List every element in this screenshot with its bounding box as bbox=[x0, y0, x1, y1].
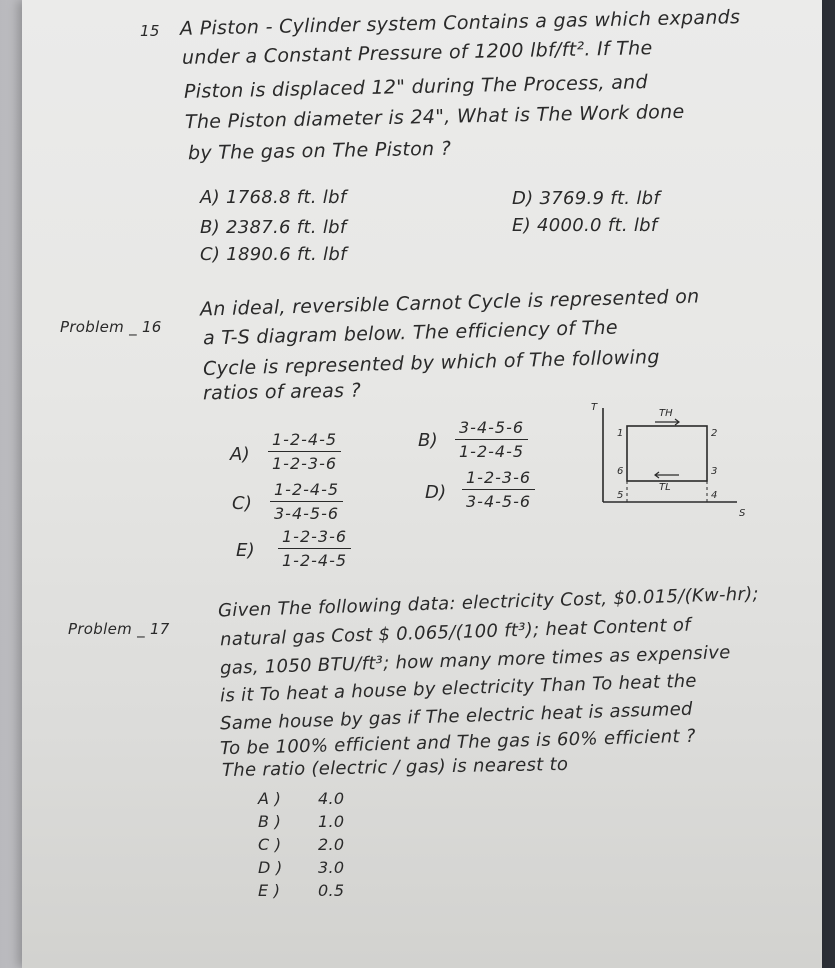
problem-17-option-a-letter: A ) bbox=[258, 789, 282, 808]
problem-16-option-b-letter: B) bbox=[418, 430, 438, 451]
problem-15-line-3: Piston is displaced 12" during The Process, and bbox=[183, 71, 649, 103]
axis-label-s: S bbox=[739, 508, 746, 519]
problem-17-line-1: Given The following data: electricity Cost, $0.015/(Kw-hr); bbox=[217, 583, 760, 622]
problem-17-line-3: gas, 1050 BTU/ft³; how many more times as expensive bbox=[219, 641, 731, 680]
problem-16-option-b-fraction bbox=[455, 418, 528, 461]
fraction-numerator: 1-2-4-5 bbox=[268, 430, 341, 452]
fraction-denominator: 1-2-3-6 bbox=[272, 454, 338, 473]
problem-15-option-b: B) 2387.6 ft. lbf bbox=[200, 217, 347, 238]
problem-17-line-5: Same house by gas if The electric heat is assumed bbox=[219, 698, 694, 735]
carnot-cycle-rectangle bbox=[627, 426, 707, 481]
label-tl: TL bbox=[659, 482, 671, 493]
problem-15-line-5: by The gas on The Piston ? bbox=[187, 137, 452, 165]
problem-16-line-2: a T-S diagram below. The efficiency of The bbox=[202, 316, 619, 350]
problem-16-line-3: Cycle is represented by which of The following bbox=[202, 346, 661, 380]
axis-label-t: T bbox=[591, 402, 598, 413]
point-4: 4 bbox=[711, 490, 718, 501]
problem-17-option-e-value: 0.5 bbox=[318, 881, 345, 900]
fraction-numerator: 1-2-3-6 bbox=[278, 527, 351, 549]
problem-17-option-b-letter: B ) bbox=[258, 812, 282, 831]
problem-17-label: Problem _ 17 bbox=[68, 620, 170, 638]
problem-15-line-4: The Piston diameter is 24", What is The Work done bbox=[184, 100, 685, 134]
problem-15-option-d: D) 3769.9 ft. lbf bbox=[512, 188, 661, 209]
problem-16-option-c-fraction bbox=[270, 480, 343, 523]
problem-17-line-4: is it To heat a house by electricity Than To heat the bbox=[219, 670, 698, 707]
problem-15-option-c: C) 1890.6 ft. lbf bbox=[200, 244, 347, 265]
point-6: 6 bbox=[617, 466, 624, 477]
problem-16-option-c-letter: C) bbox=[232, 493, 253, 514]
problem-16-line-1: An ideal, reversible Carnot Cycle is represented on bbox=[199, 285, 700, 321]
problem-17-option-c-value: 2.0 bbox=[318, 835, 345, 854]
fraction-denominator: 1-2-4-5 bbox=[282, 551, 348, 570]
problem-16-label: Problem _ 16 bbox=[60, 318, 162, 336]
problem-15-line-2: under a Constant Pressure of 1200 lbf/ft². If The bbox=[181, 37, 653, 69]
point-2: 2 bbox=[711, 428, 718, 439]
point-5: 5 bbox=[617, 490, 624, 501]
fraction-denominator: 1-2-4-5 bbox=[459, 442, 525, 461]
problem-17-option-c-letter: C ) bbox=[258, 835, 282, 854]
fraction-denominator: 3-4-5-6 bbox=[466, 492, 532, 511]
problem-15-line-1: A Piston - Cylinder system Contains a gas which expands bbox=[179, 6, 741, 40]
problem-16-line-4: ratios of areas ? bbox=[202, 379, 362, 405]
problem-16-option-d-letter: D) bbox=[425, 482, 447, 503]
fraction-numerator: 3-4-5-6 bbox=[455, 418, 528, 440]
fraction-denominator: 3-4-5-6 bbox=[274, 504, 340, 523]
problem-17-option-a-value: 4.0 bbox=[318, 789, 345, 808]
t-s-diagram bbox=[587, 402, 767, 522]
problem-16-option-e-fraction bbox=[278, 527, 351, 570]
label-th: TH bbox=[659, 408, 673, 419]
problem-16-option-e-letter: E) bbox=[236, 540, 255, 561]
problem-15-option-a: A) 1768.8 ft. lbf bbox=[200, 187, 347, 208]
problem-16-option-d-fraction bbox=[462, 468, 535, 511]
problem-17-option-d-value: 3.0 bbox=[318, 858, 345, 877]
problem-17-line-7: The ratio (electric / gas) is nearest to bbox=[221, 753, 569, 782]
problem-15-number: 15 bbox=[140, 22, 160, 40]
fraction-numerator: 1-2-3-6 bbox=[462, 468, 535, 490]
problem-17-option-d-letter: D ) bbox=[258, 858, 283, 877]
problem-17-option-b-value: 1.0 bbox=[318, 812, 345, 831]
problem-15-option-e: E) 4000.0 ft. lbf bbox=[512, 215, 658, 236]
problem-17-option-e-letter: E ) bbox=[258, 881, 281, 900]
point-1: 1 bbox=[617, 428, 624, 439]
problem-16-option-a-fraction bbox=[268, 430, 341, 473]
problem-17-line-2: natural gas Cost $ 0.065/(100 ft³); heat Content of bbox=[219, 614, 692, 651]
point-3: 3 bbox=[711, 466, 718, 477]
problem-17-line-6: To be 100% efficient and The gas is 60% efficient ? bbox=[219, 725, 696, 760]
fraction-numerator: 1-2-4-5 bbox=[270, 480, 343, 502]
problem-16-option-a-letter: A) bbox=[230, 444, 250, 465]
